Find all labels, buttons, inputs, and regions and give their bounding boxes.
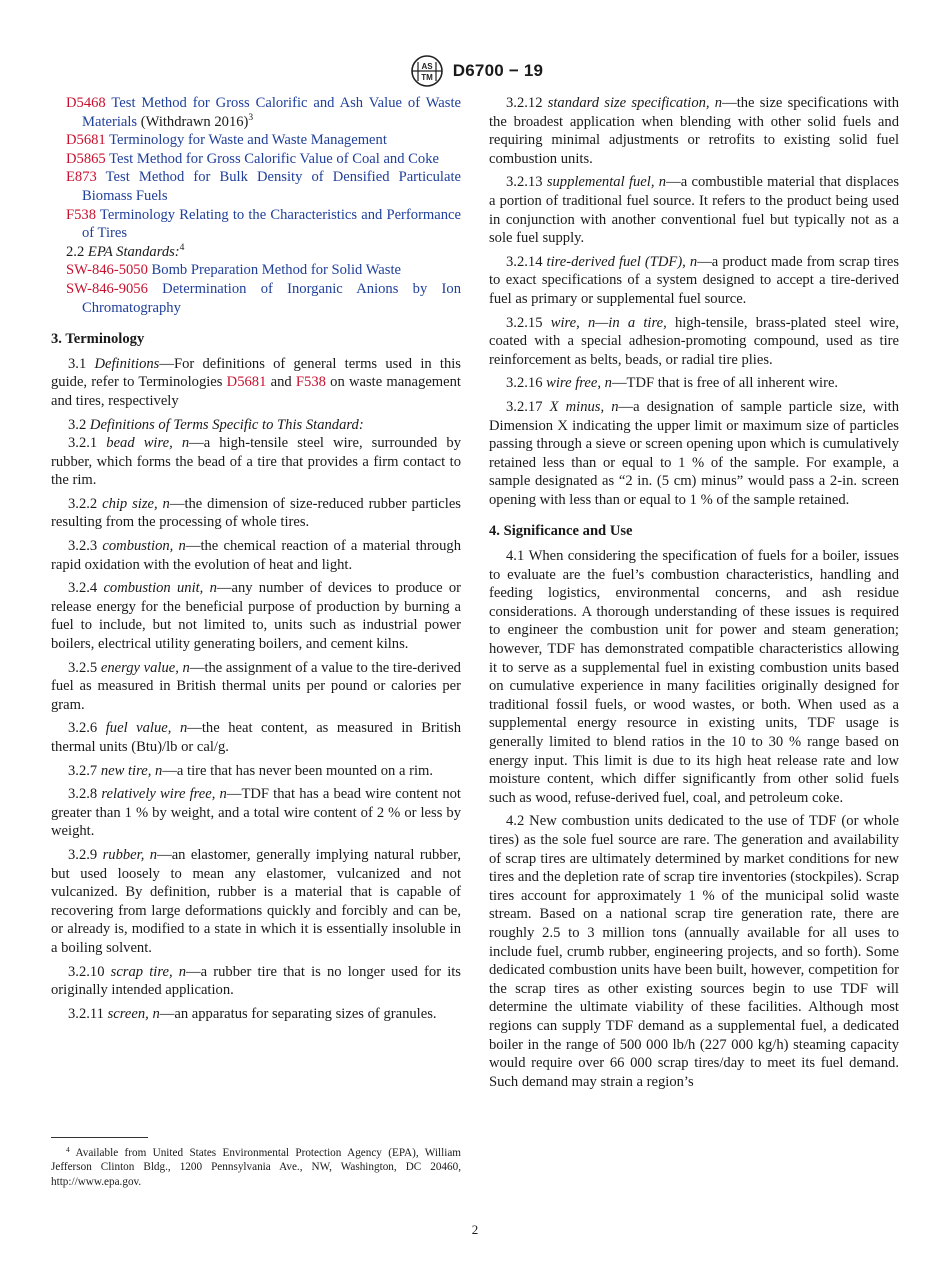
definition-number: 3.2.15 — [506, 314, 543, 331]
definition-paragraph — [489, 398, 899, 510]
definition-text: —TDF that is free of all inherent wire. — [611, 375, 839, 392]
astm-reference-title-link[interactable]: Test Method for Gross Calorific and Ash Value of Waste Materials — [82, 95, 461, 130]
definition-number: 3.2.12 — [506, 95, 543, 111]
defined-term: bead wire, n — [106, 435, 190, 452]
definition-text: —an elastomer, generally implying natural rubber, but used loosely to mean any elastomer, vulcanized and not vulcanized. By definition, rubber is a material that is capable of recovering from large deformations quickly and forcibly and can be, or already is, modified to a state in which it is essentially insoluble in a boiling solvent. — [51, 846, 461, 956]
defined-term: X minus, n — [549, 398, 619, 415]
astm-reference-title-link[interactable]: Terminology for Waste and Waste Management — [109, 132, 387, 149]
astm-reference-item — [51, 206, 461, 243]
epa-references-list — [51, 261, 461, 317]
definition-text: —a rubber tire that is no longer used for its originally intended application. — [51, 963, 461, 999]
definition-paragraph — [51, 846, 461, 958]
section-3-heading: 3. Terminology — [51, 331, 145, 348]
astm-reference-status: (Withdrawn 2016) — [137, 113, 249, 130]
definition-paragraph — [51, 1005, 461, 1024]
definitions-list-right — [489, 94, 899, 509]
definition-number: 3.2.13 — [506, 174, 543, 191]
definition-paragraph — [51, 762, 461, 781]
definition-paragraph — [489, 94, 899, 168]
definition-number: 3.2.7 — [68, 762, 98, 779]
epa-standards-heading: 2.2 EPA Standards:$^4$ — [66, 242, 185, 260]
defined-term: combustion, n — [102, 538, 186, 555]
defined-term: screen, n — [107, 1005, 160, 1022]
astm-reference-title-link[interactable]: Terminology Relating to the Characteristics and Performance of Tires — [82, 206, 462, 242]
defined-term: energy value, n — [100, 659, 190, 676]
svg-text:TM: TM — [421, 73, 433, 82]
definition-paragraph — [489, 253, 899, 309]
definition-text: —a tire that has never been mounted on a rim. — [162, 762, 434, 779]
standard-designation: D6700 − 19 — [452, 60, 544, 80]
astm-logo-icon — [407, 54, 447, 88]
definition-number: 3.2.11 — [68, 1005, 104, 1022]
footnote-divider — [51, 1137, 148, 1138]
definition-number: 3.2.14 — [506, 253, 543, 270]
definition-paragraph — [489, 374, 899, 393]
definition-number: 3.2.10 — [68, 963, 105, 980]
link-d5681[interactable]: D5681 — [226, 374, 267, 391]
definition-paragraph — [51, 537, 461, 574]
paragraph-3-1: 3.1 Definitions—For definitions of general terms used in this guide, refer to Terminologies D5681 and F538 on waste management and tires, respectively — [51, 355, 461, 409]
definition-text: —the assignment of a value to the tire-derived fuel as measured in British thermal units per pound or calories per gram. — [51, 659, 461, 713]
astm-reference-item — [51, 168, 461, 205]
defined-term: new tire, n — [100, 762, 163, 779]
definition-number: 3.2.3 — [68, 538, 98, 555]
definition-number: 3.2.4 — [68, 580, 98, 597]
referenced-documents-list — [51, 94, 461, 243]
astm-reference-code-link[interactable]: D5865 — [66, 150, 106, 167]
definition-paragraph — [51, 495, 461, 532]
astm-reference-code-link[interactable]: F538 — [66, 206, 97, 223]
definition-text: —a high-tensile steel wire, surrounded by rubber, which forms the bead of a tire that provides a firm contact to the rim. — [51, 435, 462, 489]
definition-text: —a designation of sample particle size, with Dimension X indicating the upper limit or maximum size of particles passing through a sieve or screen opening upon which is cumulatively retained less than or equal to 1 % of the sample. For example, a sample designated as “2 in. (5 cm) minus” would pass a 2-in. screen opening with less than or equal to 1 % of the sample retained. — [489, 398, 900, 508]
epa-reference-item — [51, 261, 461, 280]
definition-number: 3.2.2 — [68, 495, 98, 512]
definition-number: 3.2.5 — [68, 659, 98, 676]
page-header — [0, 54, 950, 88]
defined-term: wire free, n — [546, 375, 612, 392]
svg-text:AS: AS — [421, 62, 433, 71]
astm-reference-code-link[interactable]: E873 — [66, 169, 97, 186]
definition-paragraph — [51, 434, 461, 490]
paragraph-3-2: 3.2 Definitions of Terms Specific to This Standard: — [68, 416, 364, 433]
definition-text: —the dimension of size-reduced rubber particles resulting from the processing of whole tires. — [51, 495, 461, 531]
definition-text: —an apparatus for separating sizes of granules. — [159, 1005, 437, 1022]
astm-reference-title-link[interactable]: Test Method for Gross Calorific Value of Coal and Coke — [109, 150, 439, 167]
defined-term: rubber, n — [102, 846, 158, 863]
epa-reference-item — [51, 280, 461, 317]
definition-text: —a combustible material that displaces a portion of traditional fuel source. It refers to the product being used in conjunction with another conventional fuel but typically not as a sole fuel supply. — [489, 174, 899, 247]
epa-reference-code-link[interactable]: SW-846-5050 — [66, 262, 148, 279]
definition-number: 3.2.17 — [506, 398, 543, 415]
definition-number: 3.2.1 — [68, 435, 98, 452]
defined-term: fuel value, n — [105, 720, 188, 737]
definition-text: high-tensile, brass-plated steel wire, coated with a special adhesion-promoting compound, used as tire reinforcement as belts, beads, or radial tire plies. — [489, 314, 899, 368]
footnote-4: $^4$ Available from United States Environmental Protection Agency (EPA), William Jefferson Clinton Bldg., 1200 Pennsylvania Ave., NW, Washington, DC 20460, http://www.epa.gov. — [51, 1145, 461, 1188]
paragraph-4-2: 4.2 New combustion units dedicated to the use of TDF (or whole tires) as the sole fuel source are rare. The generation and availability of scrap tires are ultimately determined by market conditions for new tires and the depletion rate of scrap tire inventories (stockpiles). Scrap tires account for approximately 1 % of the municipal solid waste stream. Based on a national scrap tire generation rate, there are roughly 2.5 to 3 million tons (annually available for all uses to include fuel, crumb rubber, engineering projects, and so forth). Some dedicated combustion units have been built, however, competition for the scrap tires as other existing sources begin to use TDF will determine the ultimate viability of these facilities. Although most regions can supply TDF demand as a supplemental fuel, a dedicated boiler in the range of 500 000 lb/h (227 000 kg/h) steaming capacity would require over 66 000 scrap tires/day to meet its fuel demand. Such demand may strain a region’s — [489, 813, 899, 1090]
definition-text: —TDF that has a bead wire content not greater than 1 % by weight, and a total wire content of 2 % or less by weight. — [51, 786, 461, 840]
epa-reference-title-link[interactable]: Determination of Inorganic Anions by Ion Chromatography — [82, 280, 461, 316]
definition-paragraph — [51, 963, 461, 1000]
definition-text: —any number of devices to produce or release energy for the beneficial purpose of production by burning a fuel to include, but not limited to, units such as industrial power boilers, electrical utility generating boilers, and cement kilns. — [51, 580, 461, 653]
footnote-ref: 3 — [248, 112, 254, 123]
defined-term: chip size, n — [102, 495, 170, 512]
definition-text: —a product made from scrap tires to exact specifications of a system designed to accept a tire-derived fuel as primary or supplemental fuel source. — [489, 253, 899, 307]
left-column — [51, 94, 461, 1028]
epa-reference-code-link[interactable]: SW-846-9056 — [66, 280, 148, 297]
definition-paragraph — [489, 173, 899, 247]
defined-term: scrap tire, n — [110, 963, 187, 980]
definition-number: 3.2.9 — [68, 846, 98, 863]
definition-text: —the heat content, as measured in British thermal units (Btu)/lb or cal/g. — [51, 720, 461, 755]
definition-text: —the size specifications with the broadest application when blending with other solid fuels and requiring minimal adjustments or retrofits to existing solid fuel combustion units. — [489, 95, 900, 167]
definition-number: 3.2.8 — [68, 786, 98, 803]
defined-term: supplemental fuel, n — [546, 174, 667, 191]
epa-reference-title-link[interactable]: Bomb Preparation Method for Solid Waste — [151, 262, 402, 279]
page-number: 2 — [471, 1222, 479, 1237]
defined-term: tire-derived fuel (TDF), n — [546, 253, 698, 270]
definition-number: 3.2.16 — [506, 375, 543, 392]
definition-paragraph — [51, 719, 461, 756]
link-f538[interactable]: F538 — [295, 374, 326, 391]
defined-term: relatively wire free, n — [101, 786, 227, 803]
astm-reference-title-link[interactable]: Test Method for Bulk Density of Densified Particulate Biomass Fuels — [82, 169, 461, 204]
definition-paragraph — [51, 579, 461, 653]
defined-term: standard size specification, n — [547, 95, 723, 111]
definition-text: —the chemical reaction of a material through rapid oxidation with the evolution of heat and light. — [51, 538, 461, 573]
astm-reference-item — [51, 131, 461, 150]
definition-number: 3.2.6 — [68, 720, 98, 737]
astm-reference-item — [51, 150, 461, 169]
definitions-list-left — [51, 434, 461, 1023]
defined-term: combustion unit, n — [103, 580, 217, 597]
right-column — [489, 94, 899, 1096]
astm-reference-item — [51, 94, 461, 131]
astm-reference-code-link[interactable]: D5681 — [66, 132, 106, 149]
section-4-heading: 4. Significance and Use — [489, 523, 633, 540]
definition-paragraph — [51, 659, 461, 715]
defined-term: wire, n—in a tire, — [550, 314, 667, 331]
definition-paragraph — [51, 785, 461, 841]
astm-reference-code-link[interactable]: D5468 — [66, 95, 106, 111]
paragraph-4-1: 4.1 When considering the specification of fuels for a boiler, issues to evaluate are the fuel’s combustion characteristics, handling and feeding logistics, environmental concerns, and ash residue considerations. A thorough understanding of these issues is required to engineer the combustion unit for power and steam generation; however, TDF has demonstrated compatible characteristics allowing it to serve as a supplemental fuel in existing combustion units based on cumulative experience in many facilities originally designed for traditional fossil fuels, or wood wastes, or both. When used as a supplemental energy resource in existing units, TDF usage is generally limited to blend ratios in the 10 to 30 % range based on energy input. This limit is due to its high heat release rate and low moisture content, which differ significantly from other solid fuels such as wood, refuse-derived fuel, coal, and petroleum coke. — [489, 548, 899, 806]
definition-paragraph — [489, 314, 899, 370]
